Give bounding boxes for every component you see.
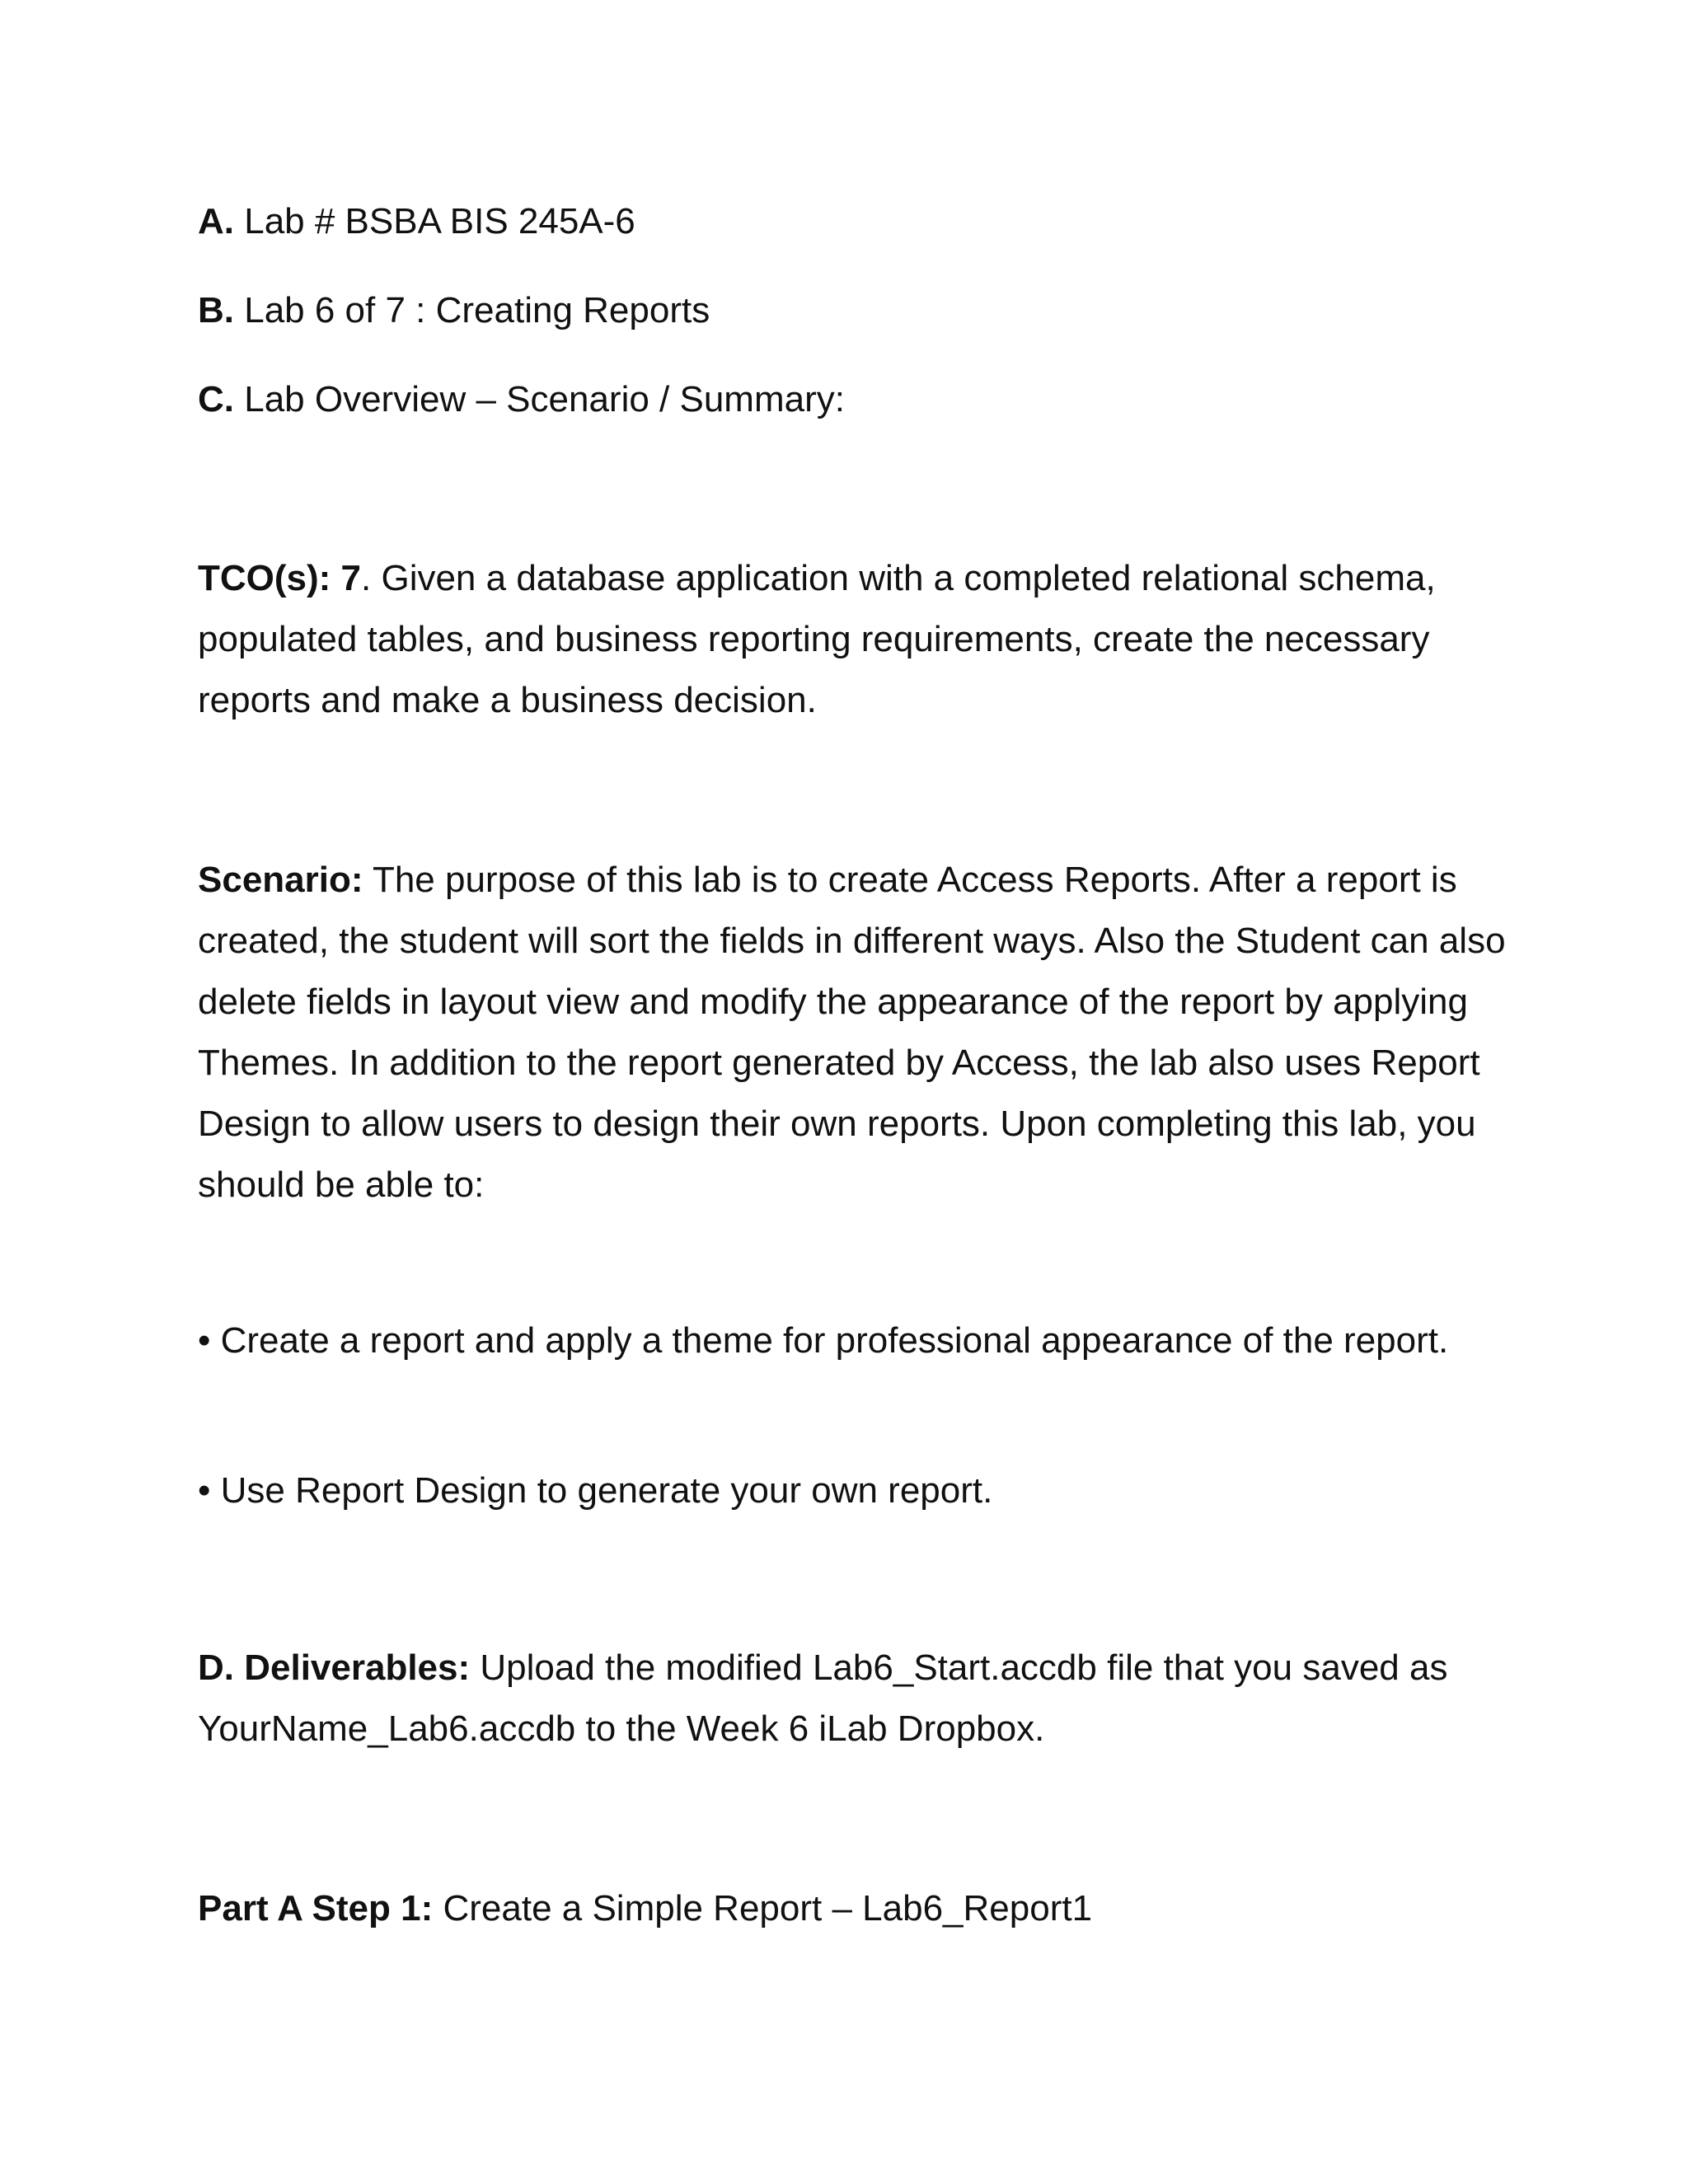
part-a-step-label: Part A Step 1: xyxy=(198,1888,434,1929)
part-a-step-line xyxy=(198,1878,1092,1939)
lab-number-line xyxy=(198,191,635,252)
lab-overview-text: Lab Overview – Scenario / Summary: xyxy=(234,379,845,419)
tco-label: TCO(s): xyxy=(198,558,331,598)
scenario-text: The purpose of this lab is to create Access Reports. After a report is created, the student will sort the fields in different ways. Also the Student can also delete fields in layout view and modify the appearance of the report by applying Themes. In addition to the report generated by Access, the lab also uses Report Design to allow users to design their own reports. Upon completing this lab, you should be able to: xyxy=(198,860,1506,1205)
tco-number: 7 xyxy=(331,558,362,598)
bullet-item: • Use Report Design to generate your own report. xyxy=(198,1470,993,1511)
lab-title-label: B. xyxy=(198,290,234,330)
tco-text: . Given a database application with a completed relational schema, populated tables, and business reporting requirements, create the necessary reports and make a business decision. xyxy=(198,558,1436,720)
lab-overview-label: C. xyxy=(198,379,234,419)
lab-overview-line xyxy=(198,369,845,430)
tco-paragraph xyxy=(198,548,1508,731)
deliverables-paragraph xyxy=(198,1638,1508,1760)
lab-title-text: Lab 6 of 7 : Creating Reports xyxy=(234,290,710,330)
lab-title-line xyxy=(198,280,710,341)
lab-number-label: A. xyxy=(198,201,234,241)
bullet-item: • Create a report and apply a theme for professional appearance of the report. xyxy=(198,1320,1449,1361)
scenario-label: Scenario: xyxy=(198,860,363,900)
scenario-paragraph xyxy=(198,850,1508,1216)
deliverables-text: Upload the modified Lab6_Start.accdb file that you saved as YourName_Lab6.accdb to the Week 6 iLab Dropbox. xyxy=(198,1647,1448,1749)
lab-number-text: Lab # BSBA BIS 245A-6 xyxy=(234,201,635,241)
part-a-step-text: Create a Simple Report – Lab6_Report1 xyxy=(433,1888,1093,1929)
deliverables-label: D. Deliverables: xyxy=(198,1647,471,1688)
